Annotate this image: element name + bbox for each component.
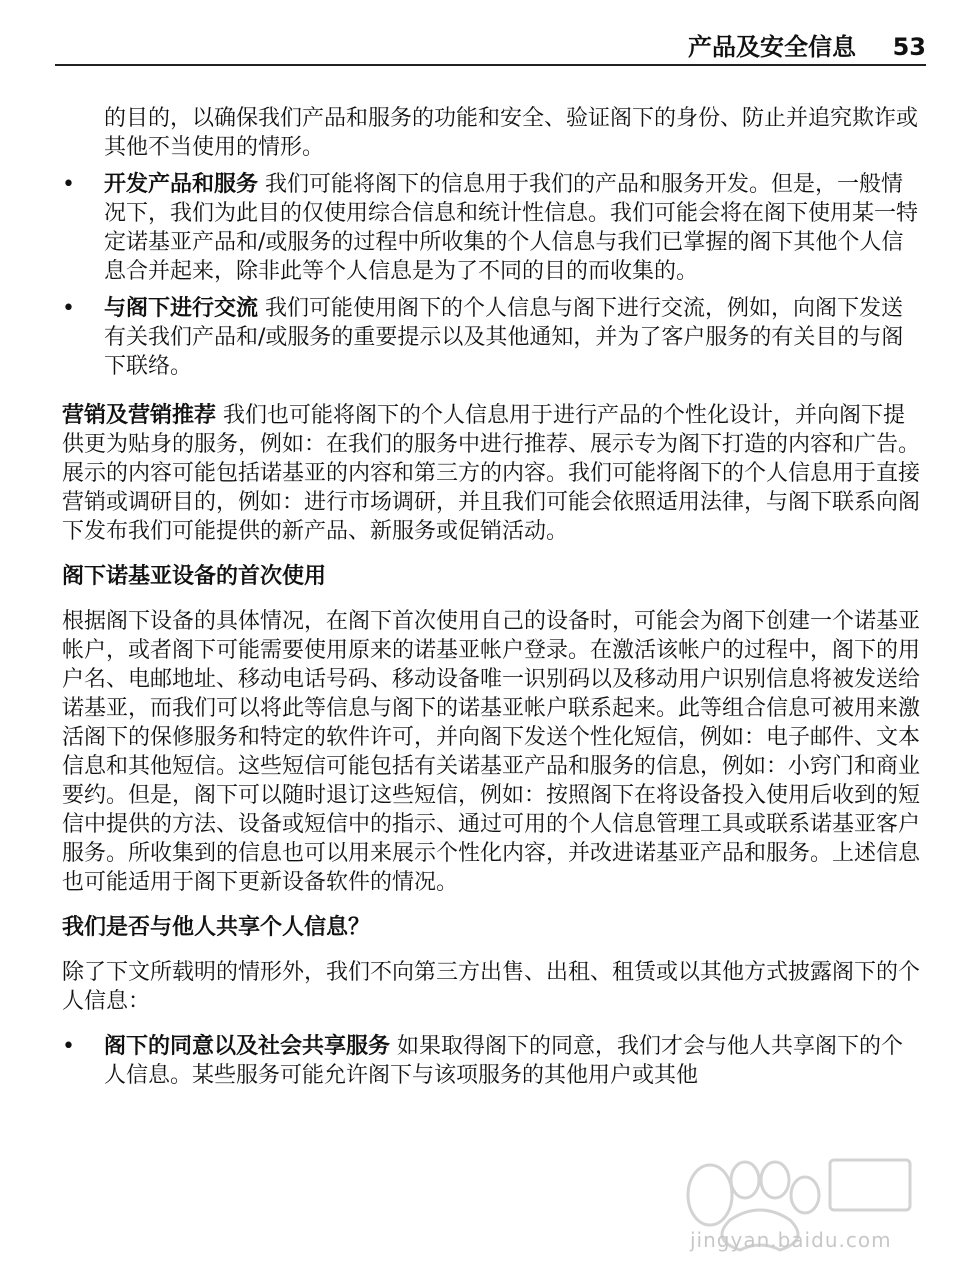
watermark (580, 1140, 940, 1270)
marketing-text: 我们也可能将阁下的个人信息用于进行产品的个性化设计，并向阁下提供更为贴身的服务，例如：在我们的服务中进行推荐、展示专为阁下打造的内容和广告。展示的内容可能包括诺基亚的内容和第三方的内容。我们可能将阁下的个人信息用于直接营销或调研目的，例如：进行市场调研，并且我们可能会依照适用法律，与阁下联系向阁下发布我们可能提供的新产品、新服务或促销活动。 (62, 403, 921, 544)
list-item (62, 294, 922, 381)
list-item-title: 阁下的同意以及社会共享服务 (104, 1034, 391, 1059)
section-heading: 阁下诺基亚设备的首次使用 (62, 564, 327, 589)
page-header (55, 30, 926, 66)
list-item-text: 如果取得阁下的同意，我们才会与他人共享阁下的个人信息。某些服务可能允许阁下与该项服务的其他用户或其他 (104, 1034, 904, 1088)
list-item-text: 我们可能将阁下的信息用于我们的产品和服务开发。但是，一般情况下，我们为此目的仅使用综合信息和统计性信息。我们可能会将在阁下使用某一特定诺基亚产品和/或服务的过程中所收集的个人信息与我们已掌握的阁下其他个人信息合并起来，除非此等个人信息是为了不同的目的而收集的。 (104, 172, 919, 284)
marketing-title: 营销及营销推荐 (62, 403, 217, 428)
list-item (62, 1032, 922, 1090)
header-title: 产品及安全信息 (688, 33, 856, 61)
bullet-icon: • (62, 172, 75, 197)
first-use-paragraph: 根据阁下设备的具体情况，在阁下首次使用自己的设备时，可能会为阁下创建一个诺基亚帐户，或者阁下可能需要使用原来的诺基亚帐户登录。在激活该帐户的过程中，阁下的用户名、电邮地址、移动电话号码、移动设备唯一识别码以及移动用户识别信息将被发送给诺基亚，而我们可以将此等信息与阁下的诺基亚帐户联系起来。此等组合信息可被用来激活阁下的保修服务和特定的软件许可，并向阁下发送个性化短信，例如：电子邮件、文本信息和其他短信。这些短信可能包括有关诺基亚产品和服务的信息，例如：小窍门和商业要约。但是，阁下可以随时退订这些短信，例如：按照阁下在将设备投入使用后收到的短信中提供的方法、设备或短信中的指示、通过可用的个人信息管理工具或联系诺基亚客户服务。所收集到的信息也可以用来展示个性化内容，并改进诺基亚产品和服务。上述信息也可能适用于阁下更新设备软件的情况。 (62, 609, 921, 895)
list-item-title: 与阁下进行交流 (104, 296, 259, 321)
list-item (62, 170, 922, 286)
marketing-paragraph (62, 401, 922, 546)
intro-continuation: 的目的，以确保我们产品和服务的功能和安全、验证阁下的身份、防止并追究欺诈或其他不当使用的情形。 (104, 106, 919, 160)
sharing-paragraph: 除了下文所载明的情形外，我们不向第三方出售、出租、租赁或以其他方式披露阁下的个人信息： (62, 960, 921, 1014)
page-number: 53 (892, 33, 926, 61)
section-heading: 我们是否与他人共享个人信息？ (62, 915, 371, 940)
page-content (62, 104, 922, 1098)
bullet-icon: • (62, 1034, 75, 1059)
list-item-text: 我们可能使用阁下的个人信息与阁下进行交流，例如，向阁下发送有关我们产品和/或服务的重要提示以及其他通知，并为了客户服务的有关目的与阁下联络。 (104, 296, 904, 379)
bullet-icon: • (62, 296, 75, 321)
watermark-text: jingyan.baidu.com (690, 1228, 892, 1252)
list-item-title: 开发产品和服务 (104, 172, 259, 197)
